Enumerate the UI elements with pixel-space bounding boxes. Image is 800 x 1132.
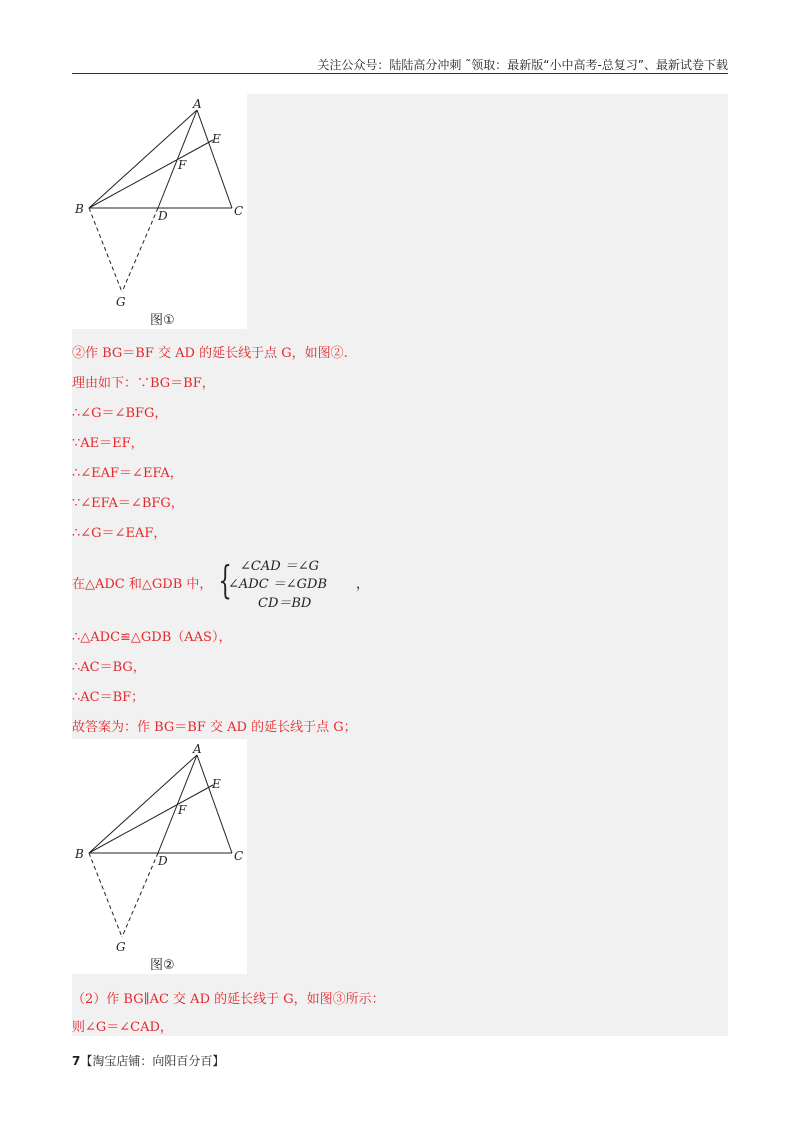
solution-line: 则∠G＝∠CAD， <box>72 1020 173 1035</box>
label-b: B <box>75 847 84 861</box>
solution-line: ∵∠EFA＝∠BFG， <box>72 496 184 511</box>
segment-ac <box>197 110 232 208</box>
solution-line: ∴∠G＝∠EAF， <box>72 526 167 541</box>
label-a: A <box>193 97 202 111</box>
segment-ac <box>197 755 232 853</box>
solution-line: ∵AE＝EF， <box>72 436 144 451</box>
label-f: F <box>178 803 187 817</box>
label-g: G <box>116 940 126 954</box>
solution-line: 理由如下：∵BG＝BF， <box>72 376 215 391</box>
triangle-diagram-2 <box>72 739 247 974</box>
system-comma: ， <box>356 577 370 592</box>
label-f: F <box>178 158 187 172</box>
system-equation-1: ∠CAD ＝∠G <box>240 559 320 574</box>
page-number: 7 <box>72 1054 81 1068</box>
label-b: B <box>75 202 84 216</box>
solution-line: ∴AC＝BF； <box>72 690 145 705</box>
figure-1 <box>72 94 247 329</box>
label-d: D <box>158 209 168 223</box>
solution-line: （2）作 BG∥AC 交 AD 的延长线于 G，如图③所示： <box>72 992 385 1007</box>
segment-dg <box>122 208 158 292</box>
system-equation-2: ∠ADC ＝∠GDB <box>228 577 328 592</box>
label-a: A <box>193 742 202 756</box>
label-c: C <box>234 204 244 218</box>
left-brace: { <box>218 558 232 602</box>
segment-bg <box>89 853 122 937</box>
figure-2 <box>72 739 247 974</box>
segment-be <box>89 785 213 853</box>
figure-2-caption: 图② <box>150 958 175 973</box>
solution-line: ∴AC＝BG， <box>72 660 146 675</box>
segment-be <box>89 140 213 208</box>
label-e: E <box>212 777 221 791</box>
answer-line: 故答案为：作 BG＝BF 交 AD 的延长线于点 G； <box>72 720 357 735</box>
solution-line: ∴∠G＝∠BFG， <box>72 406 168 421</box>
solution-line: ∴△ADC≌△GDB（AAS）， <box>72 630 232 645</box>
label-e: E <box>212 132 221 146</box>
triangle-diagram-1 <box>72 94 247 329</box>
header-divider <box>72 73 728 74</box>
footer-text: 【淘宝店铺：向阳百分百】 <box>80 1054 225 1068</box>
page-header: 关注公众号：陆陆高分冲刺 ˜领取：最新版“小中高考-总复习”、最新试卷下载 <box>317 58 728 72</box>
segment-dg <box>122 853 158 937</box>
solution-line: ②作 BG＝BF 交 AD 的延长线于点 G，如图②. <box>72 346 348 361</box>
system-lead: 在△ADC 和△GDB 中， <box>72 577 213 592</box>
system-equation-3: CD＝BD <box>258 596 312 611</box>
figure-1-caption: 图① <box>150 313 175 328</box>
page-footer <box>72 1052 224 1069</box>
label-c: C <box>234 849 244 863</box>
solution-line: ∴∠EAF＝∠EFA， <box>72 466 183 481</box>
label-d: D <box>158 854 168 868</box>
segment-bg <box>89 208 122 292</box>
label-g: G <box>116 295 126 309</box>
